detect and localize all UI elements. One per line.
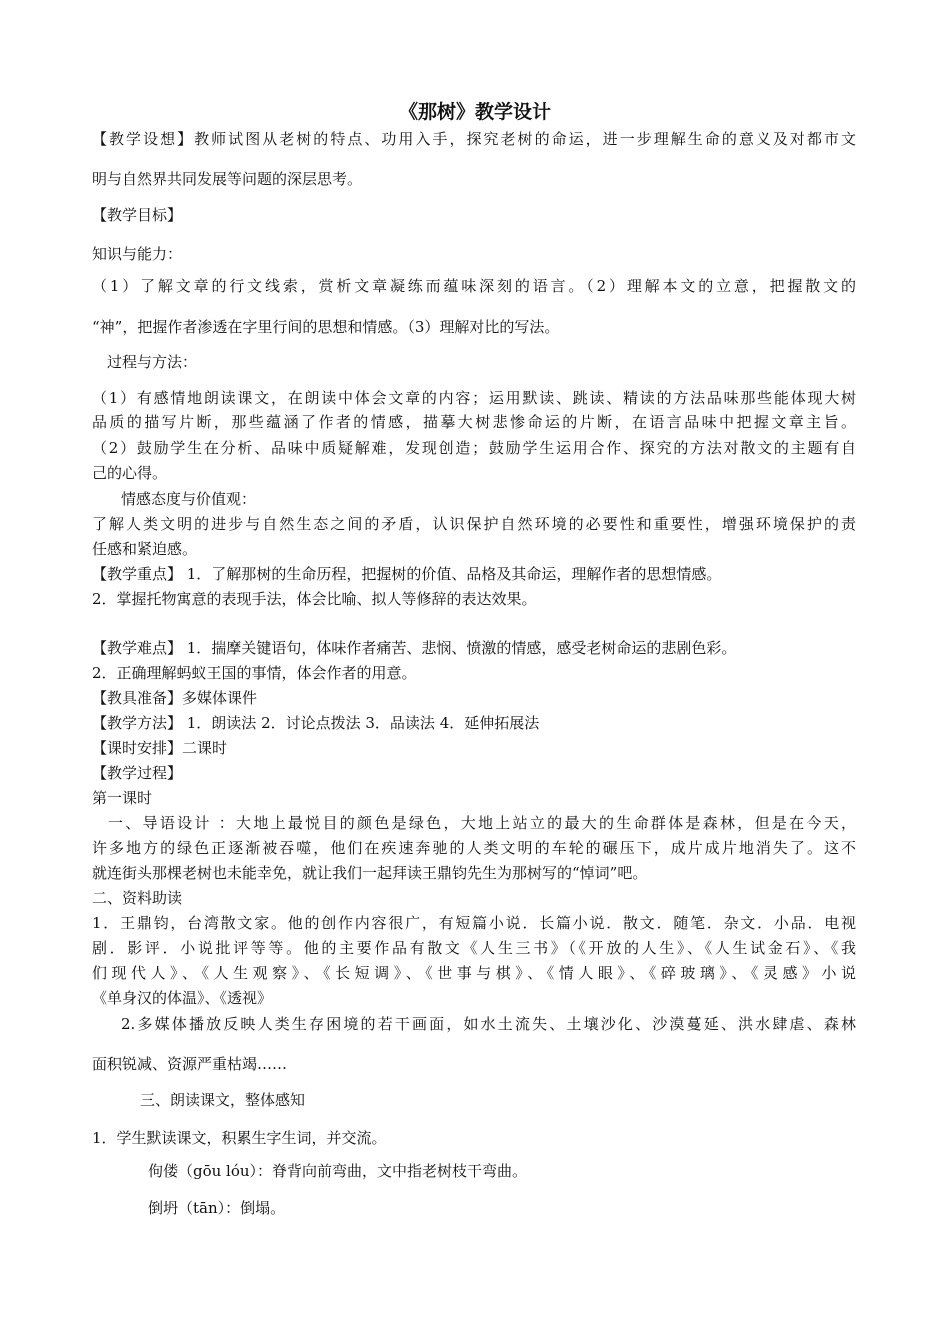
line-17: 【教学难点】 1．揣摩关键语句，体味作者痛苦、悲悯、愤激的情感，感受老树命运的悲剧色彩。 xyxy=(92,639,737,657)
line-21: 【课时安排】二课时 xyxy=(92,739,228,757)
line-16: 2．掌握托物寓意的表现手法，体会比喻、拟人等修辞的表达效果。 xyxy=(92,590,537,608)
line-22: 【教学过程】 xyxy=(92,764,183,782)
line-32: 2.多媒体播放反映人类生存困境的若干画面，如水土流失、土壤沙化、沙漠蔓延、洪水肆虐、森林 xyxy=(121,1015,856,1033)
doc-title: 《那树》教学设计 xyxy=(398,101,551,123)
line-3: 【教学目标】 xyxy=(92,206,183,224)
line-25: 许多地方的绿色正逐渐被吞噬，他们在疾速奔驰的人类文明的车轮的碾压下，成片成片地消失了。这不 xyxy=(92,839,856,857)
line-26: 就连街头那棵老树也未能幸免，就让我们一起拜读王鼎钧先生为那树写的“悼词”吧。 xyxy=(92,864,648,882)
line-15: 【教学重点】 1．了解那树的生命历程，把握树的价值、品格及其命运，理解作者的思想情感。 xyxy=(92,565,722,583)
line-19: 【教具准备】多媒体课件 xyxy=(92,689,258,707)
line-18: 2．正确理解蚂蚁王国的事情，体会作者的用意。 xyxy=(92,664,417,682)
line-37: 倒坍（tān）：倒塌。 xyxy=(148,1199,286,1217)
line-36: 佝偻（gōu lóu）：脊背向前弯曲，文中指老树枝干弯曲。 xyxy=(148,1162,528,1180)
line-11: 己的心得。 xyxy=(92,464,168,482)
line-13: 了解人类文明的进步与自然生态之间的矛盾，认识保护自然环境的必要性和重要性，增强环境保护的责 xyxy=(92,515,856,533)
line-12: 情感态度与价值观： xyxy=(121,490,257,508)
line-7: 过程与方法： xyxy=(107,353,198,371)
line-2: 明与自然界共同发展等问题的深层思考。 xyxy=(92,170,363,188)
line-28: 1．王鼎钧，台湾散文家。他的创作内容很广，有短篇小说．长篇小说．散文．随笔．杂文．小品．电视 xyxy=(92,914,856,932)
line-34: 三、朗读课文，整体感知 xyxy=(140,1091,306,1109)
line-6: “神”，把握作者渗透在字里行间的思想和情感。（3）理解对比的写法。 xyxy=(92,318,560,336)
line-33: 面积锐减、资源严重枯竭…… xyxy=(92,1055,288,1073)
line-27: 二、资料助读 xyxy=(92,889,183,907)
line-1: 【教学设想】教师试图从老树的特点、功用入手，探究老树的命运，进一步理解生命的意义及对都市文 xyxy=(92,130,856,148)
line-10: （2）鼓励学生在分析、品味中质疑解难，发现创造；鼓励学生运用合作、探究的方法对散文的主题有自 xyxy=(92,439,856,457)
line-5: （1）了解文章的行文线索，赏析文章凝练而蕴味深刻的语言。（2）理解本文的立意，把握散文的 xyxy=(92,277,856,295)
line-8: （1）有感情地朗读课文，在朗读中体会文章的内容；运用默读、跳读、精读的方法品味那些能体现大树 xyxy=(92,389,856,407)
line-30: 们现代人》、《人生观察》、《长短调》、《世事与棋》、《情人眼》、《碎玻璃》、《灵感》小说 xyxy=(92,964,856,982)
line-31: 《单身汉的体温》、《透视》 xyxy=(92,989,273,1007)
line-23: 第一课时 xyxy=(92,789,153,807)
line-4: 知识与能力： xyxy=(92,245,183,263)
line-35: 1．学生默读课文，积累生字生词，并交流。 xyxy=(92,1129,387,1147)
line-24: 一、导语设计 ：大地上最悦目的颜色是绿色，大地上站立的最大的生命群体是森林，但是在今天， xyxy=(108,814,856,832)
line-9: 品质的描写片断，那些蕴涵了作者的情感，描摹大树悲惨命运的片断，在语言品味中把握文章主旨。 xyxy=(92,413,856,431)
line-20: 【教学方法】 1．朗读法 2．讨论点拨法 3．品读法 4．延伸拓展法 xyxy=(92,714,540,732)
line-29: 剧．影评．小说批评等等。他的主要作品有散文《人生三书》（《开放的人生》、《人生试金石》、《我 xyxy=(92,939,856,957)
line-14: 任感和紧迫感。 xyxy=(92,540,198,558)
